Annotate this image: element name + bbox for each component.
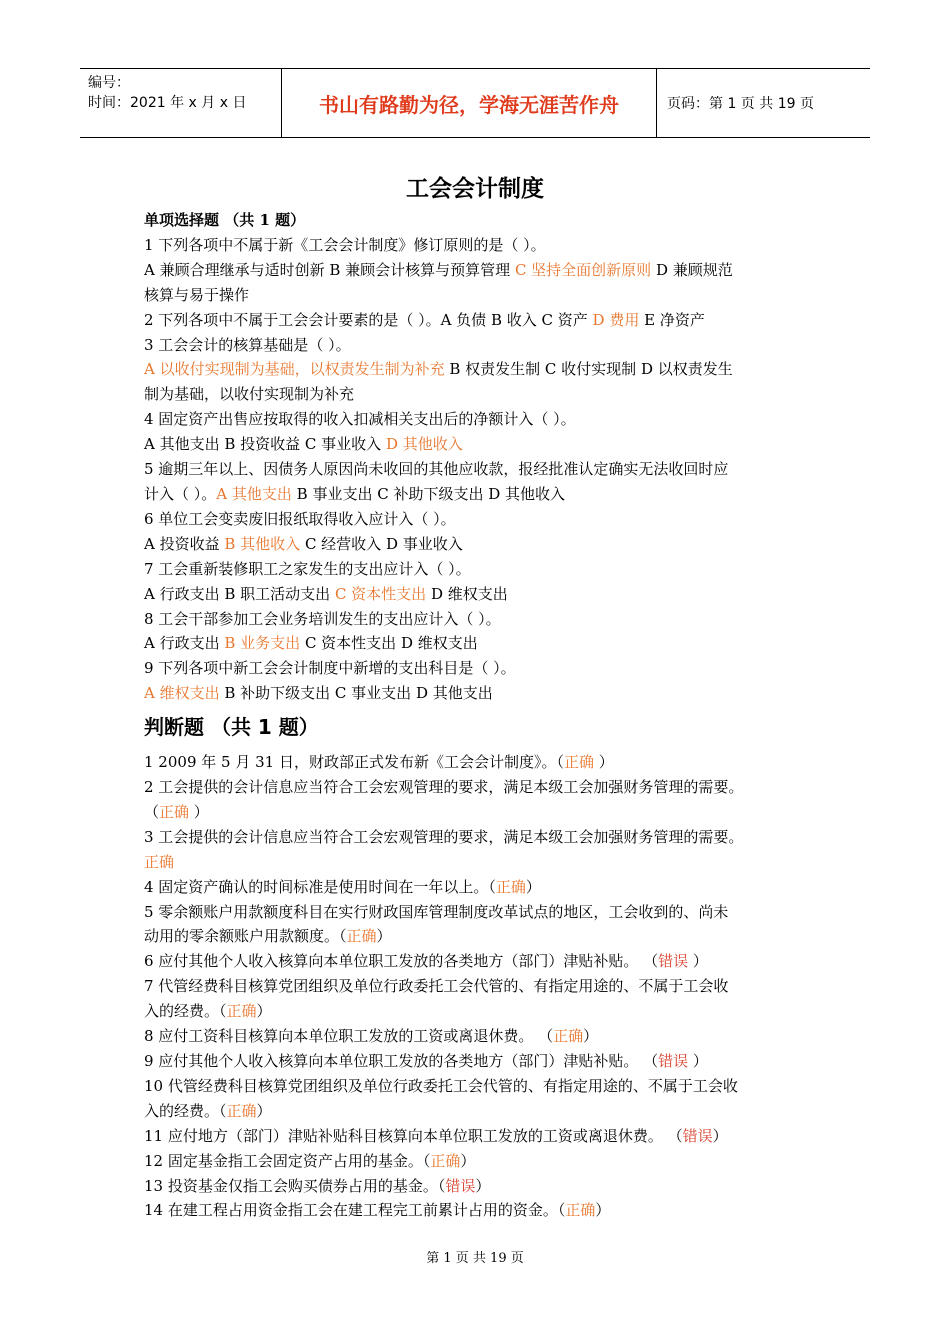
text-line	[144, 258, 824, 283]
correct-answer: 正确	[226, 1002, 257, 1021]
text-line	[144, 283, 824, 308]
true-false-questions	[144, 750, 824, 1223]
question-text: 3 工会会计的核算基础是（ ）。	[144, 335, 351, 354]
question-text: 4 固定资产出售应按取得的收入扣减相关支出后的净额计入（ ）。	[144, 410, 576, 429]
text-line	[144, 949, 824, 974]
question-text: ）	[595, 1201, 611, 1220]
question-text: C 资本性支出 D 维权支出	[300, 634, 478, 653]
correct-answer: 正确	[346, 927, 377, 946]
correct-answer: 正确	[144, 852, 175, 871]
question-text: B 事业支出 C 补助下级支出 D 其他收入	[291, 484, 566, 503]
question-text: ）	[593, 753, 614, 772]
wrong-answer: 错误	[658, 952, 689, 971]
question-text: B 补助下级支出 C 事业支出 D 其他支出	[219, 684, 493, 703]
question-text: 5 零余额账户用款额度科目在实行财政国库管理制度改革试点的地区，工会收到的、尚未	[144, 902, 729, 921]
wrong-answer: 错误	[658, 1052, 689, 1070]
correct-answer: A 其他支出	[216, 484, 292, 503]
question-text: ）	[688, 952, 708, 971]
question-text: ）	[712, 1126, 728, 1145]
text-line	[144, 1049, 824, 1074]
question-text: 4 固定资产确认的时间标准是使用时间在一年以上。（	[144, 877, 496, 896]
text-line	[144, 999, 824, 1024]
correct-answer: A 以收付实现制为基础，以权责发生制为补充	[144, 360, 445, 379]
section-heading-true-false: 判断题 （共 1 题）	[144, 715, 319, 740]
page-count-label: 页码：第 1 页 共 19 页	[667, 96, 814, 112]
text-line	[144, 1124, 824, 1149]
question-text: 7 工会重新装修职工之家发生的支出应计入（ ）。	[144, 559, 471, 578]
number-label: 编号：	[88, 75, 130, 91]
text-line	[144, 432, 824, 457]
text-line	[144, 1198, 824, 1223]
text-line	[144, 333, 824, 358]
single-choice-questions	[144, 233, 824, 706]
text-line	[144, 850, 824, 875]
question-text: 入的经费。（	[144, 1101, 227, 1120]
text-line	[144, 407, 824, 432]
text-line	[144, 750, 824, 775]
question-text: 8 应付工资科目核算向本单位职工发放的工资或离退休费。 （	[144, 1027, 554, 1046]
text-line	[144, 357, 824, 382]
wrong-answer: 错误	[445, 1176, 476, 1195]
question-text: 13 投资基金仅指工会购买债券占用的基金。（	[144, 1176, 446, 1195]
question-text: A 行政支出	[144, 634, 225, 653]
correct-answer: 正确	[563, 753, 594, 772]
question-text: 2 下列各项中不属于工会会计要素的是（ ）。A 负债 B 收入 C 资产	[144, 310, 593, 329]
correct-answer: D 费用	[592, 310, 640, 329]
time-label: 时间：2021 年 x 月 x 日	[88, 95, 247, 111]
question-text: ）	[256, 1002, 272, 1021]
question-text: 动用的零余额账户用款额度。（	[144, 927, 347, 946]
text-line	[144, 1174, 824, 1199]
question-text: 入的经费。（	[144, 1002, 227, 1021]
text-line	[144, 308, 824, 333]
correct-answer: 正确	[495, 877, 526, 896]
header-slogan: 书山有路勤为径，学海无涯苦作舟	[282, 69, 657, 137]
text-line	[144, 1024, 824, 1049]
page-header	[80, 68, 870, 138]
question-text: ）	[376, 927, 392, 946]
text-line	[144, 1074, 824, 1099]
question-text: ）	[525, 877, 541, 896]
text-line	[144, 482, 824, 507]
text-line	[144, 681, 824, 706]
document-body	[144, 208, 824, 1223]
text-line	[144, 631, 824, 656]
question-text: 1 2009 年 5 月 31 日，财政部正式发布新《工会会计制度》。（	[144, 753, 564, 772]
question-text: （	[144, 802, 160, 821]
text-line	[144, 900, 824, 925]
question-text: 3 工会提供的会计信息应当符合工会宏观管理的要求，满足本级工会加强财务管理的需要。	[144, 827, 744, 846]
correct-answer: C 资本性支出	[334, 584, 427, 603]
question-text: ）	[460, 1151, 476, 1170]
question-text: ）	[189, 802, 209, 821]
text-line	[144, 825, 824, 850]
question-text: 5 逾期三年以上、因债务人原因尚未收回的其他应收款，报经批准认定确实无法收回时应	[144, 460, 729, 479]
text-line	[144, 974, 824, 999]
correct-answer: 正确	[430, 1151, 461, 1170]
text-line	[144, 800, 824, 825]
correct-answer: D 其他收入	[385, 435, 463, 454]
text-line	[144, 1099, 824, 1124]
question-text: ）	[475, 1176, 491, 1195]
question-text: A 兼顾合理继承与适时创新 B 兼顾会计核算与预算管理	[144, 260, 515, 279]
question-text: 9 下列各项中新工会会计制度中新增的支出科目是（ ）。	[144, 659, 516, 678]
question-text: 11 应付地方（部门）津贴补贴科目核算向本单位职工发放的工资或离退休费。 （	[144, 1126, 683, 1145]
correct-answer: 正确	[553, 1027, 584, 1046]
correct-answer: B 业务支出	[224, 634, 301, 653]
document-title: 工会会计制度	[406, 176, 544, 202]
question-text: 计入（ ）。	[144, 484, 217, 503]
correct-answer: 正确	[159, 802, 190, 821]
question-text: 14 在建工程占用资金指工会在建工程完工前累计占用的资金。（	[144, 1201, 566, 1220]
question-text: 制为基础，以收付实现制为补充	[144, 385, 355, 404]
correct-answer: 正确	[565, 1201, 596, 1220]
question-text: 核算与易于操作	[144, 285, 250, 304]
text-line	[144, 457, 824, 482]
question-text: 6 单位工会变卖废旧报纸取得收入应计入（ ）。	[144, 509, 456, 528]
question-text: 6 应付其他个人收入核算向本单位职工发放的各类地方（部门）津贴补贴。 （	[144, 952, 659, 971]
text-line	[144, 233, 824, 258]
question-text: A 其他支出 B 投资收益 C 事业收入	[144, 435, 386, 454]
text-line	[144, 1149, 824, 1174]
question-text: 1 下列各项中不属于新《工会会计制度》修订原则的是（ ）。	[144, 235, 546, 254]
question-text: 7 代管经费科目核算党团组织及单位行政委托工会代管的、有指定用途的、不属于工会收	[144, 977, 729, 996]
text-line	[144, 924, 824, 949]
question-text: A 投资收益	[144, 534, 225, 553]
text-line	[144, 656, 824, 681]
question-text: E 净资产	[639, 310, 705, 329]
correct-answer: B 其他收入	[224, 534, 301, 553]
question-text: D 兼顾规范	[651, 260, 733, 279]
text-line	[144, 875, 824, 900]
page-footer: 第 1 页 共 19 页	[426, 1251, 524, 1266]
question-text: 2 工会提供的会计信息应当符合工会宏观管理的要求，满足本级工会加强财务管理的需要。	[144, 778, 744, 797]
text-line	[144, 507, 824, 532]
question-text: A 行政支出 B 职工活动支出	[144, 584, 335, 603]
question-text: 8 工会干部参加工会业务培训发生的支出应计入（ ）。	[144, 609, 501, 628]
text-line	[144, 557, 824, 582]
question-text: 12 固定基金指工会固定资产占用的基金。（	[144, 1151, 431, 1170]
question-text: ）	[688, 1052, 708, 1070]
text-line	[144, 532, 824, 557]
wrong-answer: 错误	[682, 1126, 713, 1145]
text-line	[144, 582, 824, 607]
section-heading-single-choice: 单项选择题 （共 1 题）	[144, 211, 306, 229]
text-line	[144, 775, 824, 800]
question-text: ）	[256, 1101, 272, 1120]
correct-answer: A 维权支出	[144, 684, 220, 703]
question-text: 10 代管经费科目核算党团组织及单位行政委托工会代管的、有指定用途的、不属于工会收	[144, 1076, 738, 1095]
correct-answer: 正确	[226, 1101, 257, 1120]
correct-answer: C 坚持全面创新原则	[514, 260, 652, 279]
question-text: 9 应付其他个人收入核算向本单位职工发放的各类地方（部门）津贴补贴。 （	[144, 1052, 659, 1070]
question-text: C 经营收入 D 事业收入	[300, 534, 463, 553]
question-text: ）	[583, 1027, 599, 1046]
question-text: B 权责发生制 C 收付实现制 D 以权责发生	[444, 360, 733, 379]
header-meta	[80, 69, 282, 137]
question-text: D 维权支出	[426, 584, 508, 603]
text-line	[144, 382, 824, 407]
text-line	[144, 607, 824, 632]
